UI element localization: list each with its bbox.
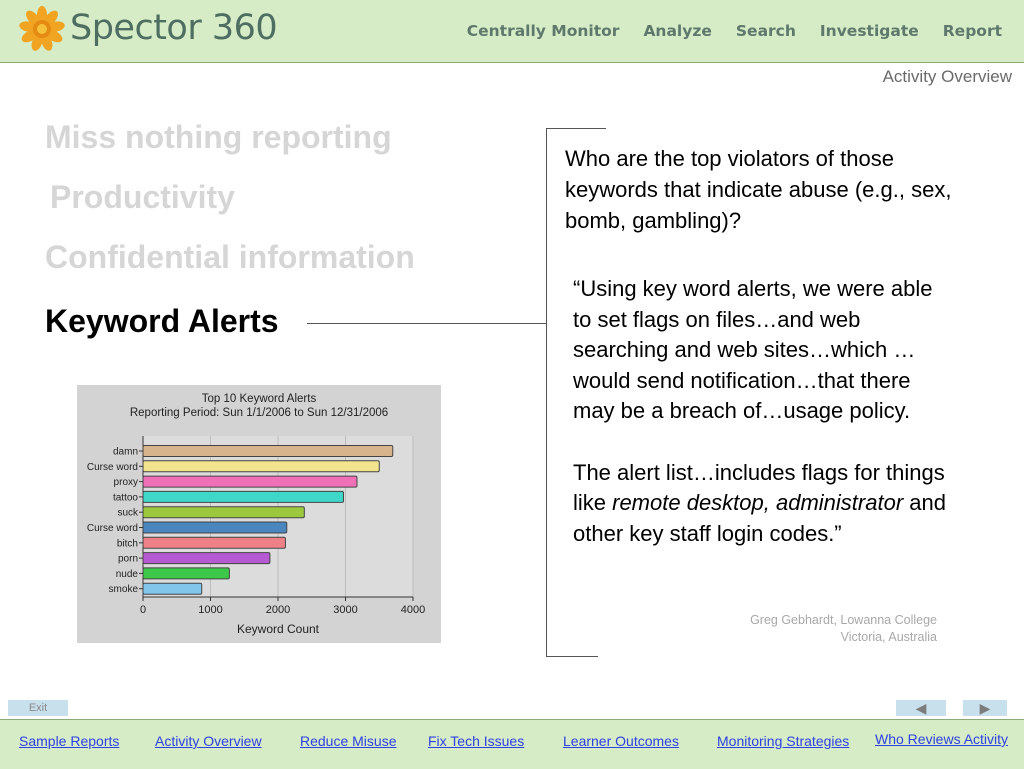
chart-x-tick-label: 0 [139, 604, 147, 616]
app-title: Spector 360 [70, 8, 278, 48]
chart-bar [143, 553, 270, 564]
chart-y-tick-label: smoke [108, 584, 138, 596]
bracket-bottom-line [546, 656, 598, 657]
keyword-alerts-chart [77, 385, 441, 643]
topic-miss-nothing-reporting[interactable]: Miss nothing reporting [45, 119, 392, 155]
nav-centrally-monitor[interactable]: Centrally Monitor [466, 22, 620, 40]
chart-plot [77, 385, 441, 643]
quote-emphasis: remote desktop, administrator [612, 490, 904, 515]
chart-bar [143, 491, 343, 502]
testimonial-quote [573, 274, 953, 549]
top-nav [467, 22, 1002, 40]
footer-nav [0, 719, 1024, 769]
chart-y-tick-label: bitch [116, 538, 138, 550]
chart-y-tick-label: proxy [113, 477, 138, 489]
chart-bar [143, 583, 202, 594]
footer-link-fix-tech-issues[interactable]: Fix Tech Issues [428, 733, 525, 749]
chart-bar [143, 522, 287, 533]
footer-link-learner-outcomes[interactable]: Learner Outcomes [563, 733, 679, 749]
footer-link-monitoring-strategies[interactable]: Monitoring Strategies [717, 733, 850, 749]
chart-y-tick-label: suck [117, 507, 138, 519]
chart-subtitle: Reporting Period: Sun 1/1/2006 to Sun 12/31/2006 [129, 407, 389, 419]
chart-x-tick-label: 1000 [198, 604, 223, 616]
chart-x-tick-label: 3000 [333, 604, 358, 616]
nav-investigate[interactable]: Investigate [819, 22, 919, 40]
footer-link-who-reviews-activity[interactable]: Who Reviews Activity [875, 731, 1009, 747]
attribution-place: Victoria, Australia [840, 630, 937, 644]
quote-text: The alert list…includes flags for things like [573, 459, 945, 515]
chart-bar [143, 568, 229, 579]
nav-search[interactable]: Search [735, 22, 796, 40]
chart-y-tick-label: porn [117, 553, 138, 565]
previous-button[interactable]: ◀ [896, 700, 946, 716]
chart-y-tick-label: Curse word [86, 523, 138, 534]
next-button[interactable]: ▶ [963, 700, 1007, 716]
chart-title: Top 10 Keyword Alerts [201, 393, 317, 405]
quote-paragraph-2 [573, 458, 953, 550]
connector-line [307, 323, 547, 324]
topic-confidential-information[interactable]: Confidential information [45, 239, 415, 275]
exit-button[interactable]: Exit [8, 700, 68, 716]
chart-y-tick-label: damn [112, 446, 138, 458]
chart-bar [143, 446, 393, 457]
chart-bar [143, 507, 304, 518]
question-text: Who are the top violators of those keywords that indicate abuse (e.g., sex, bomb, gambling)? [565, 146, 952, 233]
footer-link-reduce-misuse[interactable]: Reduce Misuse [300, 733, 397, 749]
chart-y-tick-label: nude [115, 568, 138, 580]
chart-bar [143, 537, 285, 548]
attribution-name: Greg Gebhardt, Lowanna College [750, 613, 937, 627]
bracket-line [546, 128, 547, 656]
footer-link-activity-overview[interactable]: Activity Overview [155, 733, 262, 749]
chart-x-axis-label: Keyword Count [236, 622, 320, 636]
footer-link-sample-reports[interactable]: Sample Reports [19, 733, 120, 749]
bracket-top-line [546, 128, 606, 129]
quote-attribution [750, 612, 937, 646]
sunflower-logo-icon [18, 4, 66, 54]
topic-keyword-alerts[interactable]: Keyword Alerts [45, 303, 279, 339]
chart-y-tick-label: tattoo [112, 492, 138, 504]
nav-analyze[interactable]: Analyze [643, 22, 712, 40]
nav-report[interactable]: Report [942, 22, 1002, 40]
chart-bar [143, 476, 357, 487]
chart-x-tick-label: 4000 [400, 604, 426, 616]
header-bar [0, 0, 1024, 63]
breadcrumb: Activity Overview [882, 67, 1012, 86]
topic-productivity[interactable]: Productivity [50, 179, 235, 215]
chart-y-tick-label: Curse word [86, 461, 138, 473]
quote-paragraph-1: “Using key word alerts, we were able to set flags on files…and web searching and web sites…which …would send notification…that there may be a breach of…usage policy. [573, 276, 933, 423]
chart-bar [143, 461, 379, 472]
chart-x-tick-label: 2000 [265, 604, 291, 616]
quote-text-end: and other key staff login codes.” [573, 490, 946, 546]
